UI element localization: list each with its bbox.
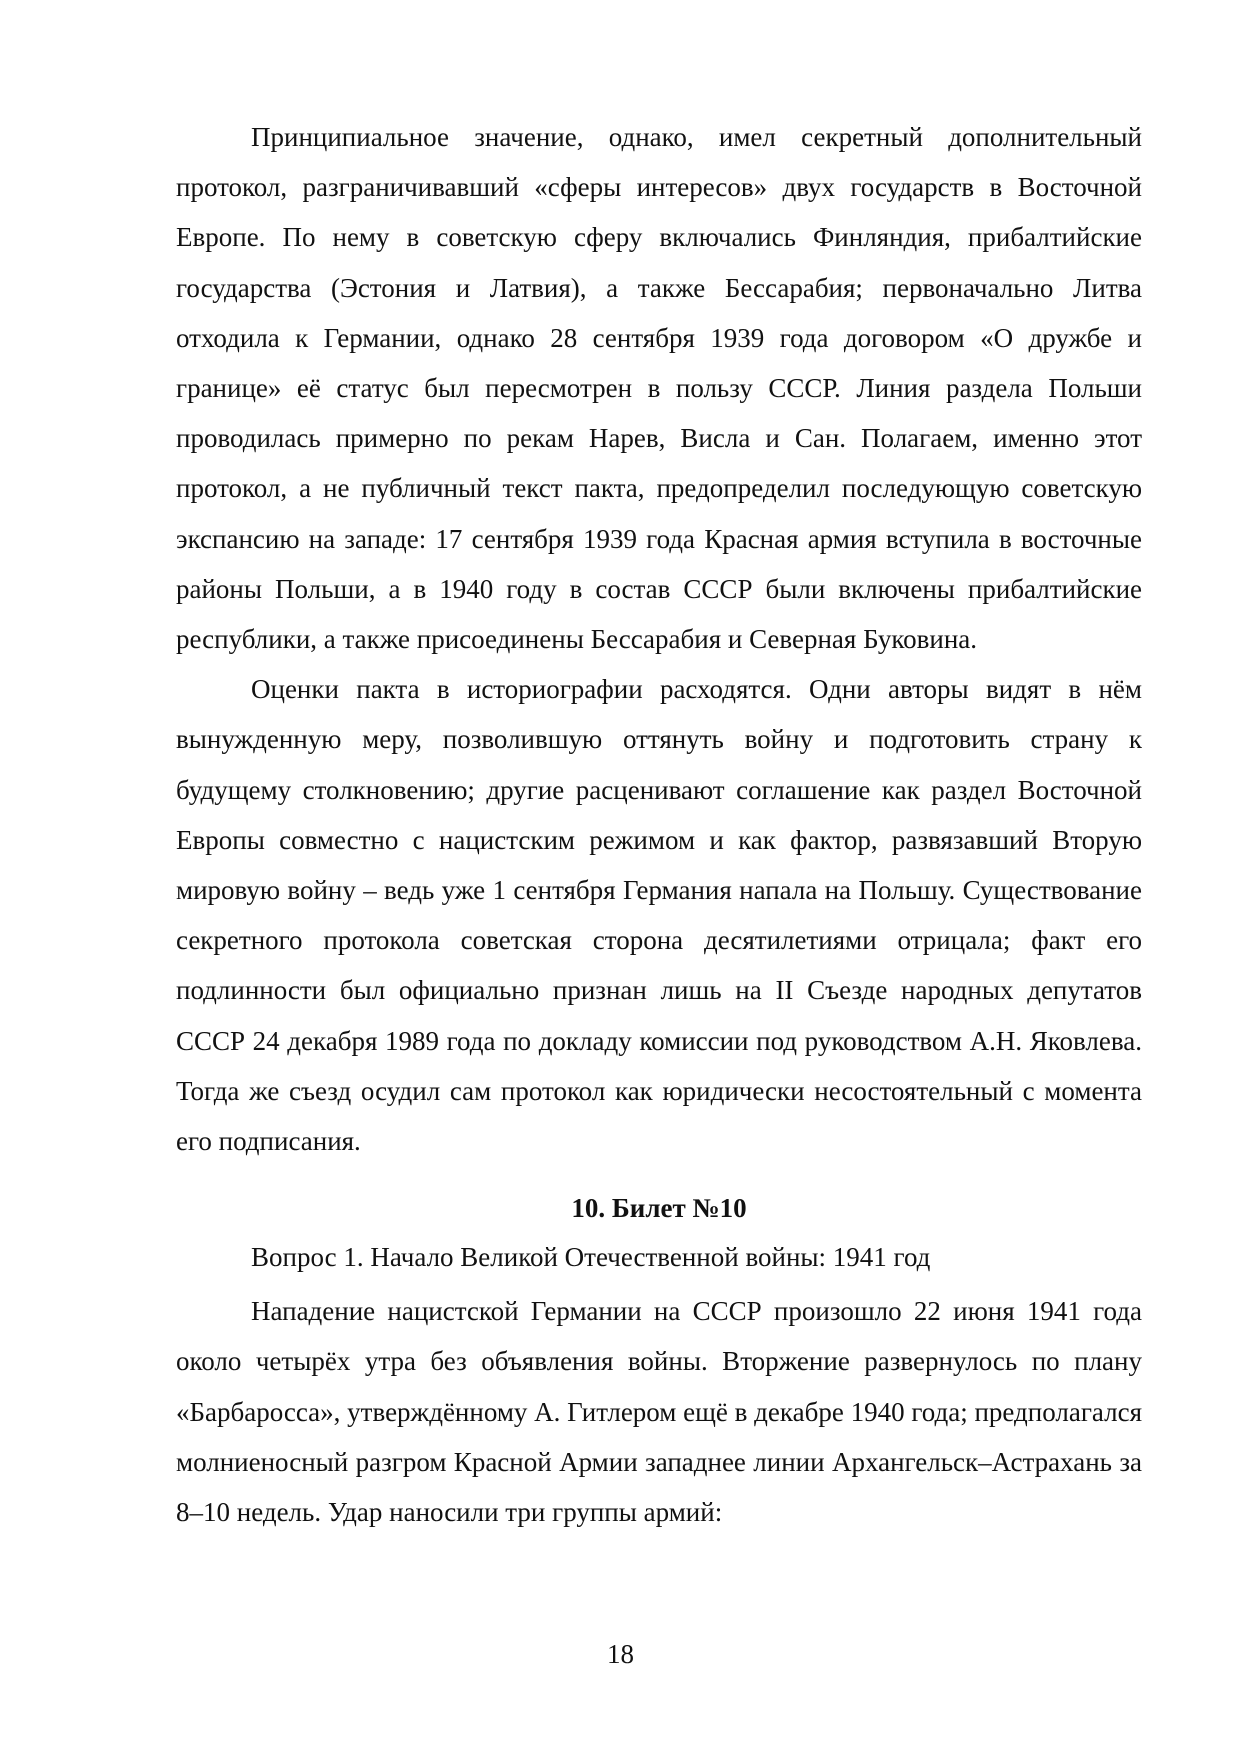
paragraph-secret-protocol: Принципиальное значение, однако, имел секретный дополнительный протокол, разграничивавший «сферы интересов» двух государств в Восточной Европе. По нему в советскую сферу включались Финляндия, прибалтийские государства (Эстония и Латвия), а также Бессарабия; первоначально Литва отходила к Германии, однако 28 сентября 1939 года договором «О дружбе и границе» её статус был пересмотрен в пользу СССР. Линия раздела Польши проводилась примерно по рекам Нарев, Висла и Сан. Полагаем, именно этот протокол, а не публичный текст пакта, предопределил последующую советскую экспансию на западе: 17 сентября 1939 года Красная армия вступила в восточные районы Польши, а в 1940 году в состав СССР были включены прибалтийские республики, а также присоединены Бессарабия и Северная Буковина.	[176, 122, 1142, 655]
question-title: Вопрос 1. Начало Великой Отечественной войны: 1941 год	[251, 1242, 931, 1273]
section-heading: 10. Билет №10	[571, 1193, 747, 1224]
page-body	[176, 112, 1142, 1537]
paragraph-invasion: Нападение нацистской Германии на СССР произошло 22 июня 1941 года около четырёх утра без объявления войны. Вторжение развернулось по плану «Барбаросса», утверждённому А. Гитлером ещё в декабре 1940 года; предполагался молниеносный разгром Красной Армии западнее линии Архангельск–Астрахань за 8–10 недель. Удар наносили три группы армий:	[176, 1296, 1142, 1528]
page-number: 18	[607, 1639, 634, 1669]
paragraph-historiography: Оценки пакта в историографии расходятся. Одни авторы видят в нём вынужденную меру, позволившую оттянуть войну и подготовить страну к будущему столкновению; другие расценивают соглашение как раздел Восточной Европы совместно с нацистским режимом и как фактор, развязавший Вторую мировую войну – ведь уже 1 сентября Германия напала на Польшу. Существование секретного протокола советская сторона десятилетиями отрицала; факт его подлинности был официально признан лишь на II Съезде народных депутатов СССР 24 декабря 1989 года по докладу комиссии под руководством А.Н. Яковлева. Тогда же съезд осудил сам протокол как юридически несостоятельный с момента его подписания.	[176, 674, 1142, 1157]
